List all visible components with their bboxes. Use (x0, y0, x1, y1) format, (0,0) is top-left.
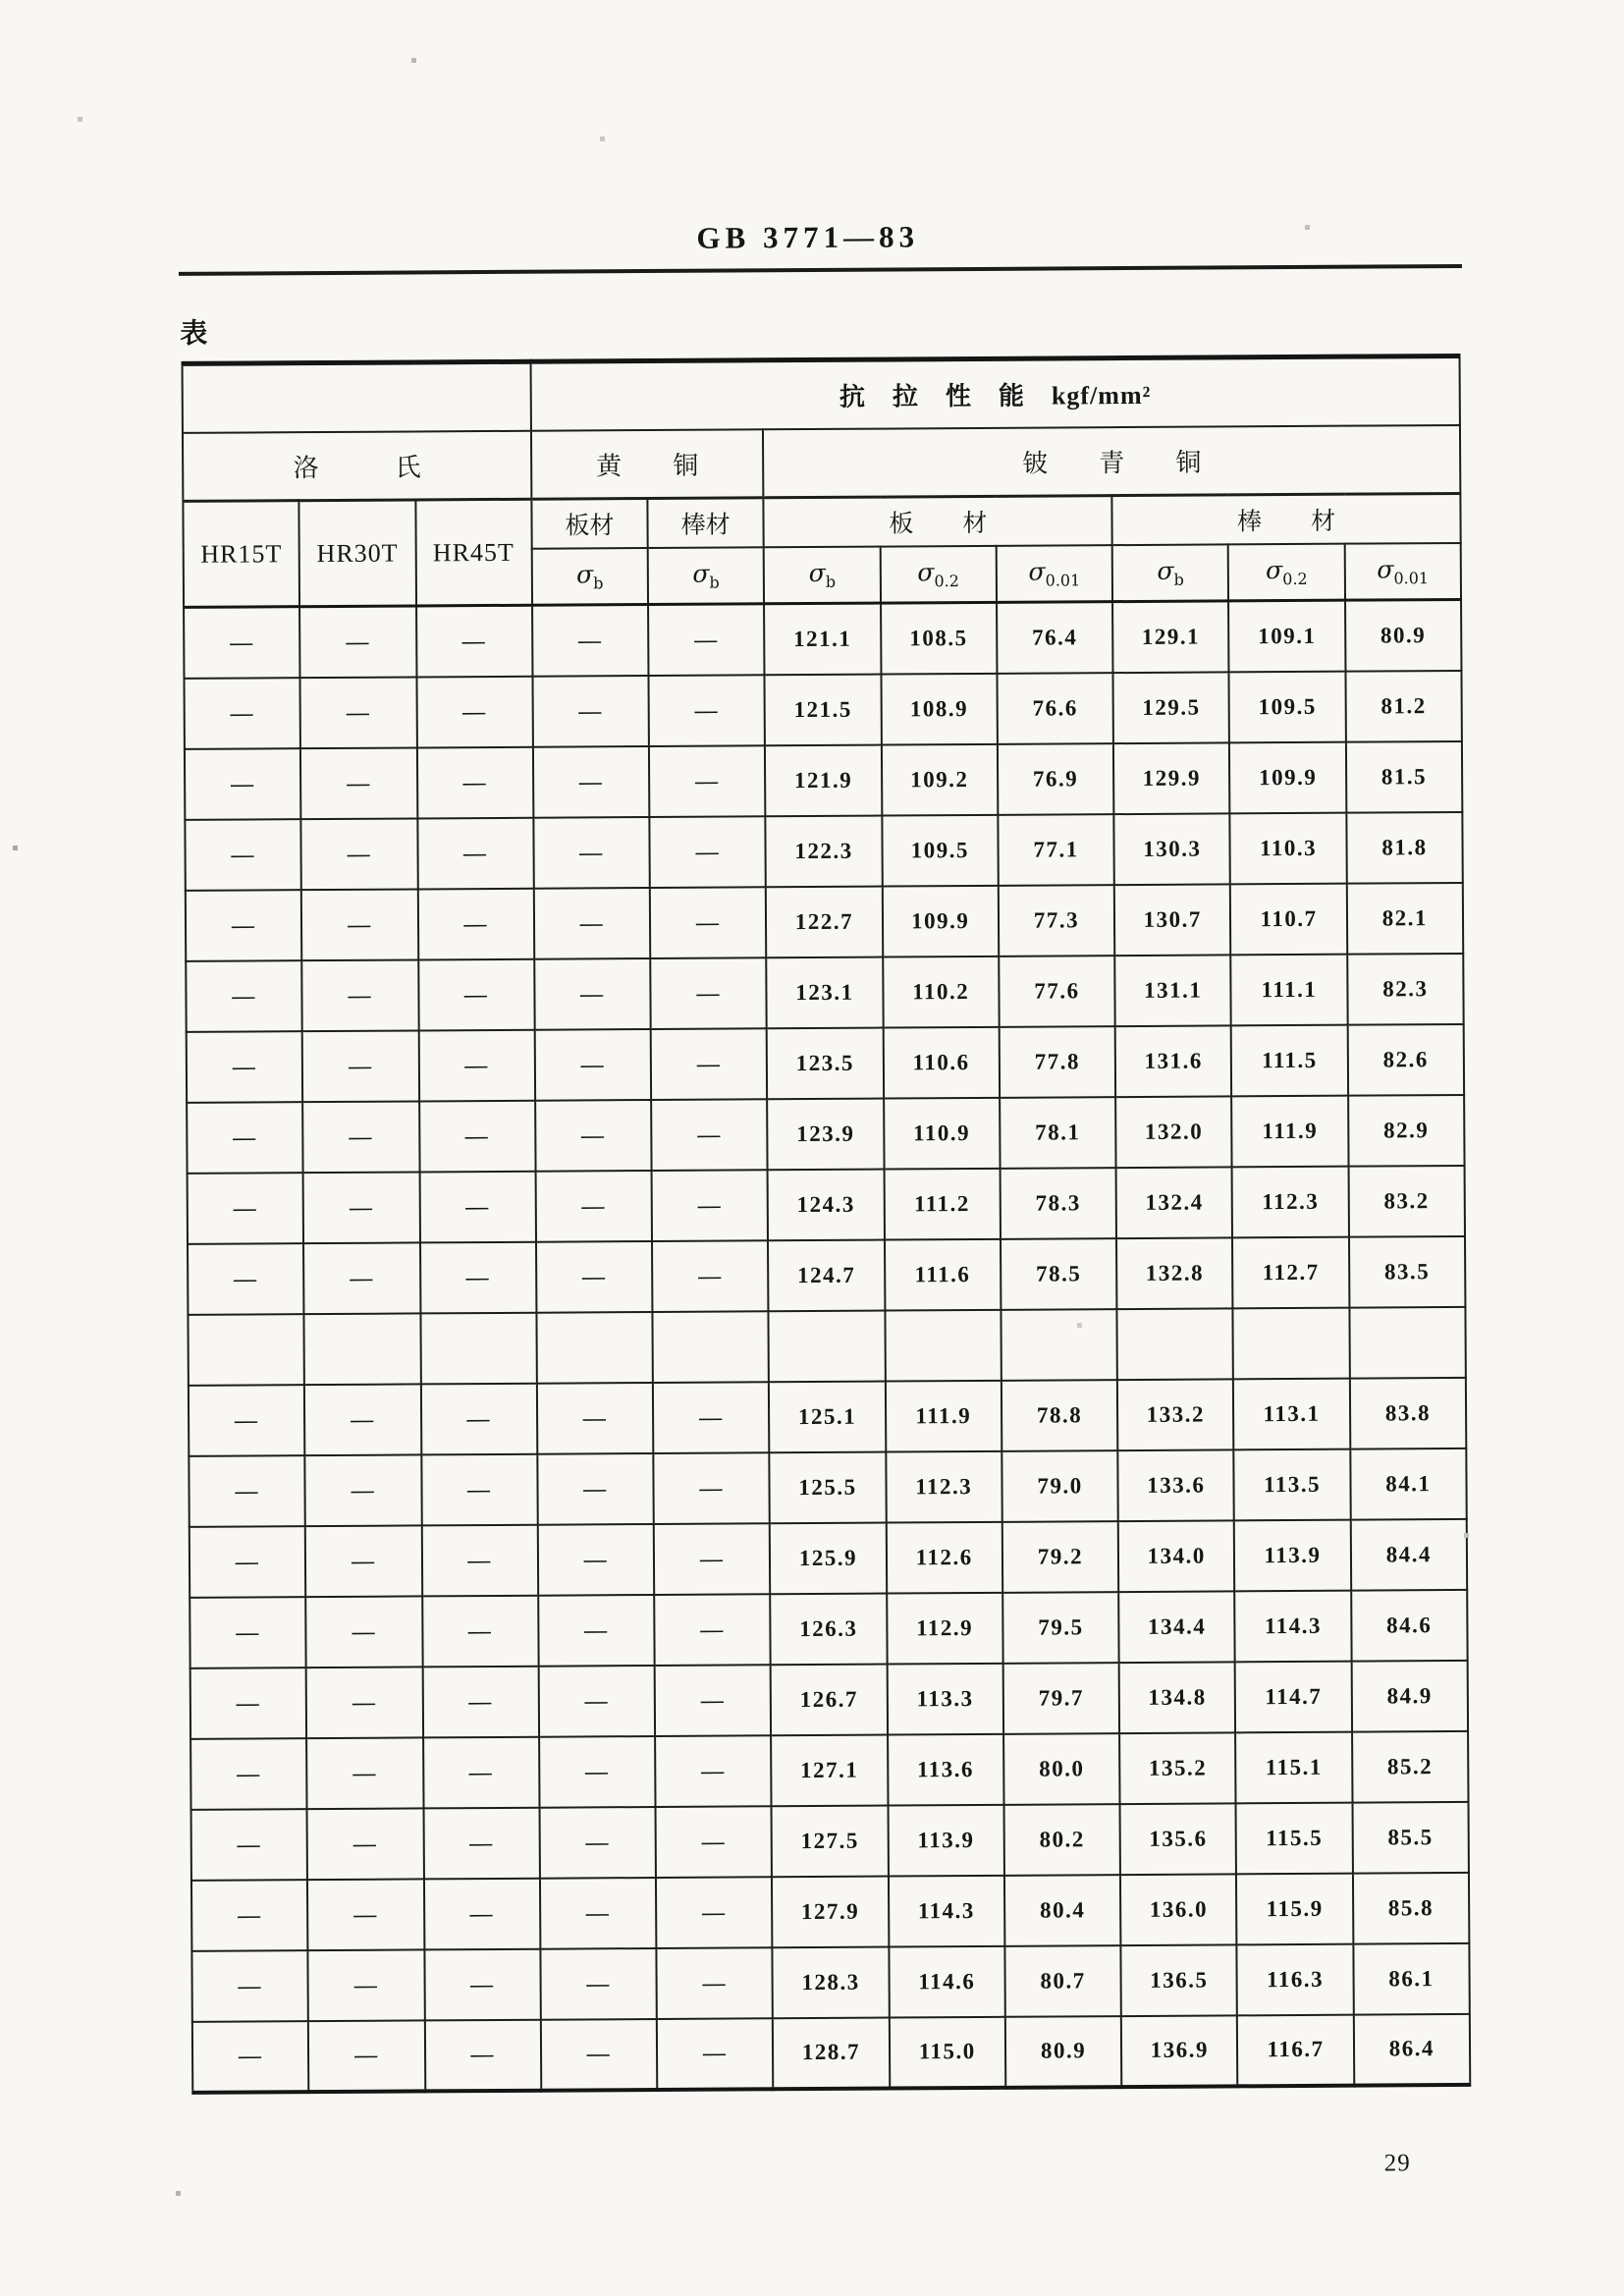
table-cell: 85.8 (1353, 1872, 1470, 1943)
table-row (192, 2013, 1470, 2092)
table-row (186, 953, 1463, 1031)
table-cell (304, 1313, 421, 1385)
table-cell: 111.5 (1231, 1024, 1348, 1096)
header-row-materials (183, 493, 1460, 550)
table-cell (188, 1314, 304, 1386)
table-cell: — (189, 1385, 305, 1456)
table-cell: — (188, 1173, 304, 1244)
table-cell (885, 1309, 1001, 1381)
table-cell: 134.4 (1118, 1591, 1235, 1663)
header-sigma-b-brass-bar: $\sigma_b$ (648, 547, 765, 605)
table-cell: — (417, 817, 534, 889)
table-cell: — (185, 748, 301, 820)
table-cell: 79.7 (1002, 1663, 1119, 1734)
header-beryllium-bronze: 铍 青 铜 (763, 424, 1460, 497)
table-cell: 113.9 (1234, 1519, 1351, 1591)
table-cell: 113.3 (887, 1663, 1003, 1734)
table-row (189, 1589, 1467, 1667)
table-cell: 80.7 (1004, 1945, 1121, 2017)
table-cell: 80.4 (1004, 1875, 1121, 1946)
table-cell: 126.3 (771, 1593, 888, 1665)
table-cell: — (308, 2020, 425, 2092)
table-cell: 115.0 (889, 2016, 1005, 2088)
table-row (185, 740, 1462, 819)
table-cell: 125.5 (770, 1451, 887, 1523)
table-cell (420, 1312, 537, 1384)
table-cell: 132.8 (1116, 1237, 1233, 1309)
table-cell: 111.6 (885, 1238, 1001, 1310)
table-cell: — (189, 1597, 306, 1668)
table-cell: — (534, 888, 651, 959)
table-cell: — (535, 1171, 652, 1242)
table-cell: — (655, 1665, 772, 1736)
table-cell: — (187, 1102, 303, 1174)
table-cell: — (539, 1806, 656, 1878)
table-cell: — (421, 1524, 538, 1596)
table-cell: 110.3 (1230, 812, 1347, 884)
table-cell: — (536, 1241, 653, 1313)
table-cell: 121.5 (765, 674, 882, 745)
table-cell: — (416, 746, 533, 818)
table-cell: — (302, 959, 419, 1031)
table-cell: 121.1 (764, 603, 881, 675)
table-cell: — (423, 1736, 540, 1808)
table-cell: 126.7 (771, 1664, 888, 1735)
table-row (191, 1942, 1469, 2021)
table-cell: 84.1 (1350, 1448, 1467, 1519)
table-cell (1233, 1307, 1350, 1379)
page-number: 29 (1383, 2150, 1411, 2177)
table-cell: — (302, 1101, 419, 1173)
table-cell: 134.0 (1118, 1520, 1235, 1592)
table-cell: — (419, 1100, 536, 1172)
table-cell: 114.6 (889, 1945, 1005, 2017)
table-cell: — (304, 1384, 421, 1455)
table-cell: 123.9 (767, 1098, 884, 1170)
table-cell: 112.7 (1232, 1236, 1349, 1308)
table-cell (769, 1310, 886, 1382)
table-row (189, 1377, 1466, 1455)
table-row (185, 811, 1462, 890)
table-cell: 110.2 (883, 956, 1000, 1027)
table-cell: — (657, 2018, 774, 2090)
table-cell: — (184, 607, 300, 679)
table-cell: 129.5 (1113, 672, 1230, 743)
table-cell: 132.4 (1116, 1167, 1233, 1238)
table-cell: 128.3 (773, 1946, 890, 2018)
header-sigma-b-bronze-sheet: $\sigma_b$ (764, 546, 881, 604)
table-cell: 114.3 (1235, 1590, 1352, 1662)
table-cell: — (189, 1455, 305, 1527)
table-cell: — (537, 1382, 654, 1453)
table-cell: 86.1 (1353, 1942, 1470, 2014)
table-cell: — (652, 1240, 769, 1312)
table-cell: 123.5 (767, 1027, 884, 1099)
table-cell: — (653, 1452, 770, 1524)
table-cell: — (306, 1737, 423, 1809)
table-cell: 113.6 (888, 1733, 1004, 1805)
table-cell: — (419, 1171, 536, 1242)
table-cell: 108.5 (881, 602, 998, 674)
table-body (184, 599, 1470, 2092)
table-cell (1117, 1308, 1234, 1380)
table-cell: 114.3 (889, 1875, 1005, 1946)
table-cell: — (654, 1594, 771, 1666)
table-cell: 83.2 (1348, 1165, 1465, 1236)
table-cell: 116.3 (1237, 1943, 1354, 2015)
table-cell: 83.8 (1350, 1377, 1467, 1449)
table-cell: 77.1 (998, 814, 1114, 886)
table-cell: 112.3 (886, 1450, 1002, 1522)
table-cell: — (424, 1948, 541, 2020)
table-cell: — (418, 1029, 535, 1101)
table-cell: 77.3 (999, 885, 1115, 957)
table-cell: 122.7 (766, 886, 883, 957)
table-cell: — (422, 1666, 539, 1737)
table-cell: — (538, 1594, 655, 1666)
table-cell: 116.7 (1237, 2014, 1354, 2086)
header-sigma-02-bronze-bar: $\sigma_{0.2}$ (1228, 543, 1345, 601)
table-cell: 85.5 (1352, 1801, 1469, 1873)
table-cell: — (303, 1172, 420, 1243)
table-cell: — (651, 1028, 768, 1100)
header-bronze-sheet: 板 材 (764, 496, 1112, 547)
table-cell: 82.9 (1348, 1094, 1465, 1166)
table-cell: — (534, 1029, 651, 1101)
header-sigma-b-brass-sheet: $\sigma_b$ (531, 548, 648, 606)
table-row (184, 599, 1461, 678)
table-row (188, 1306, 1465, 1385)
table-cell: — (650, 957, 767, 1029)
table-cell: 81.8 (1346, 811, 1463, 883)
table-cell: 83.5 (1349, 1235, 1466, 1307)
table-cell: 79.5 (1002, 1592, 1119, 1664)
table-cell: 115.5 (1236, 1802, 1353, 1874)
table-cell: — (305, 1525, 422, 1597)
table-cell: 78.5 (1001, 1238, 1117, 1310)
table-cell: 134.8 (1119, 1662, 1236, 1733)
header-brass-sheet: 板材 (531, 499, 648, 549)
table-cell: 121.9 (765, 744, 882, 816)
table-cell: — (656, 1947, 773, 2019)
table-cell: — (303, 1242, 420, 1314)
table-row (187, 1023, 1464, 1102)
table-cell: 80.0 (1003, 1733, 1120, 1805)
table-cell: 81.2 (1345, 670, 1462, 741)
table-cell: 123.1 (767, 957, 884, 1028)
table-cell: — (301, 889, 418, 960)
table-cell: 109.9 (1229, 741, 1346, 813)
table-cell: 80.9 (1005, 2016, 1122, 2088)
table-cell: — (656, 1877, 773, 1948)
table-cell: — (538, 1523, 655, 1595)
header-sigma-02-bronze-sheet: $\sigma_{0.2}$ (880, 545, 997, 603)
table-cell: 131.1 (1114, 955, 1231, 1026)
table-cell: 110.9 (884, 1097, 1001, 1169)
table-cell: 124.7 (768, 1239, 885, 1311)
table-cell: — (418, 958, 535, 1030)
title-rule (179, 264, 1462, 276)
table-cell: 84.4 (1350, 1518, 1467, 1590)
table-cell: 109.9 (882, 885, 999, 957)
header-sigma-001-bronze-sheet: $\sigma_{0.01}$ (997, 545, 1113, 603)
table-cell: 112.3 (1232, 1166, 1349, 1237)
table-cell: — (302, 1030, 419, 1102)
table-row (187, 1094, 1464, 1173)
table-cell: 114.7 (1235, 1661, 1352, 1732)
table-cell: 86.4 (1353, 2013, 1470, 2085)
header-row-units (183, 355, 1460, 432)
table-cell: — (422, 1595, 539, 1667)
table-cell: — (186, 960, 302, 1032)
table-cell: 109.5 (882, 814, 999, 886)
table-cell: — (416, 676, 533, 747)
table-cell: — (417, 888, 534, 959)
header-hr30t: HR30T (299, 500, 416, 607)
table-cell: 85.2 (1352, 1730, 1469, 1802)
table-cell: 78.1 (1000, 1097, 1116, 1169)
table-row (186, 882, 1463, 960)
table-cell: 109.1 (1228, 600, 1345, 672)
table-cell: 112.9 (887, 1592, 1003, 1664)
table-cell: 77.8 (1000, 1026, 1116, 1098)
table-cell: — (188, 1243, 304, 1315)
table-cell: 111.1 (1231, 954, 1348, 1025)
header-rockwell: 洛 氏 (183, 430, 531, 501)
table-cell: — (187, 1031, 303, 1103)
header-row-groups (183, 424, 1460, 501)
header-blank-cell (183, 361, 531, 432)
table-cell: — (307, 1879, 424, 1950)
table-cell: — (654, 1523, 771, 1595)
table-cell: 130.7 (1114, 884, 1231, 956)
table-cell: 81.5 (1346, 740, 1463, 812)
table-cell: 130.3 (1113, 813, 1230, 885)
table-cell: — (299, 606, 416, 678)
table-cell: 125.9 (770, 1522, 887, 1594)
table-row (190, 1660, 1468, 1738)
table-cell: — (532, 605, 649, 677)
table-cell: — (190, 1667, 307, 1739)
table-row (188, 1165, 1465, 1243)
table-cell: — (186, 890, 302, 961)
table-cell: 132.0 (1115, 1096, 1232, 1168)
table-row (191, 1872, 1469, 1950)
table-cell: — (538, 1665, 655, 1736)
table-cell: 111.2 (884, 1168, 1001, 1239)
table-cell: 115.9 (1236, 1873, 1353, 1944)
table-cell: — (533, 817, 650, 889)
header-tensile-properties: 抗 拉 性 能 kgf/mm² (530, 355, 1460, 430)
table-cell: 127.9 (772, 1876, 889, 1947)
table-row (189, 1518, 1467, 1597)
table-cell: — (649, 675, 766, 746)
table-cell: — (421, 1453, 538, 1525)
table-cell: 82.1 (1346, 882, 1463, 954)
table-cell: 136.0 (1120, 1874, 1237, 1945)
table-cell: — (537, 1452, 654, 1524)
table-cell: — (424, 2019, 541, 2091)
table-row (191, 1801, 1469, 1880)
table-cell: — (420, 1241, 537, 1313)
table-cell: — (184, 678, 300, 749)
table-cell: — (185, 819, 301, 891)
table-cell: 133.2 (1117, 1379, 1234, 1450)
table-cell: — (191, 1880, 308, 1951)
table-cell: — (191, 1950, 308, 2022)
table-cell: 110.7 (1230, 883, 1347, 955)
table-cell (1349, 1306, 1466, 1378)
table-cell: 78.8 (1001, 1380, 1118, 1451)
table-cell: 113.5 (1234, 1449, 1351, 1520)
table-cell: — (539, 1735, 656, 1807)
table-cell: — (656, 1806, 773, 1878)
table-cell: 136.5 (1121, 1944, 1238, 2016)
header-bronze-bar: 棒 材 (1112, 493, 1461, 544)
table-cell: — (190, 1738, 307, 1810)
table-cell: 113.1 (1233, 1378, 1350, 1449)
table-cell: — (651, 1099, 768, 1171)
header-brass-bar: 棒材 (647, 498, 764, 548)
table-cell: 111.9 (1232, 1095, 1349, 1167)
table-cell: 109.2 (882, 743, 999, 815)
header-brass: 黄 铜 (531, 429, 764, 499)
table-cell: 79.0 (1001, 1450, 1118, 1522)
table-cell: 113.9 (888, 1804, 1004, 1876)
table-cell: — (307, 1808, 424, 1880)
table-cell: 135.2 (1119, 1732, 1236, 1804)
table-cell: 80.2 (1003, 1804, 1120, 1876)
table-cell: 135.6 (1120, 1803, 1237, 1875)
table-cell: — (541, 2018, 658, 2090)
table-row (189, 1448, 1466, 1526)
table-cell: — (540, 1877, 657, 1948)
table-cell: 129.1 (1112, 601, 1229, 673)
table-cell: — (416, 605, 533, 677)
table-cell: 109.5 (1229, 671, 1346, 742)
table-cell (1001, 1309, 1117, 1381)
table-cell: — (540, 1947, 657, 2019)
table-cell: 110.6 (883, 1026, 1000, 1098)
table-cell: — (533, 746, 650, 818)
table-cell: 133.6 (1117, 1449, 1234, 1521)
table-cell: — (653, 1382, 770, 1453)
table-cell: — (189, 1526, 306, 1598)
table-cell: — (423, 1878, 540, 1949)
table-cell (653, 1311, 770, 1383)
header-sigma-001-bronze-bar: $\sigma_{0.01}$ (1344, 542, 1461, 600)
table-cell: 127.5 (772, 1805, 889, 1877)
table-cell: 82.6 (1347, 1023, 1464, 1095)
header-hr45t: HR45T (415, 499, 532, 606)
table-cell: 84.6 (1351, 1589, 1468, 1661)
table-cell: — (300, 747, 417, 819)
table-cell: — (305, 1454, 422, 1526)
table-cell: 76.9 (998, 743, 1114, 815)
table-cell: 77.6 (999, 956, 1115, 1027)
table-cell: — (308, 1949, 425, 2021)
hardness-tensile-conversion-table (182, 354, 1472, 2094)
table-cell: — (192, 2021, 309, 2093)
table-cell: 80.9 (1345, 599, 1462, 671)
table-cell: 131.6 (1115, 1025, 1232, 1097)
table-cell: 82.3 (1347, 953, 1464, 1024)
table-cell: — (650, 887, 767, 958)
table-cell: — (648, 604, 765, 676)
table-cell: 111.9 (885, 1380, 1001, 1451)
doc-code: GB 3771—83 (696, 219, 920, 255)
table-cell: — (649, 745, 766, 817)
table-cell: 76.4 (997, 602, 1113, 674)
table-label: 表 (180, 318, 208, 350)
table-cell: 124.3 (768, 1169, 885, 1240)
table-cell: 76.6 (997, 673, 1113, 744)
table-cell: 136.9 (1121, 2015, 1238, 2087)
table-cell: — (534, 958, 651, 1030)
table-cell: — (535, 1100, 652, 1172)
table-cell: 112.6 (886, 1521, 1002, 1593)
table-row (190, 1730, 1468, 1809)
table-cell: 125.1 (769, 1381, 886, 1452)
table-cell: 122.3 (766, 815, 883, 887)
table-cell (536, 1312, 653, 1384)
table-cell: 128.7 (773, 2017, 890, 2089)
table-cell: 115.1 (1235, 1731, 1352, 1803)
table-cell: 79.2 (1002, 1521, 1119, 1593)
table-cell: — (306, 1667, 423, 1738)
table-cell: — (300, 677, 417, 748)
table-cell: — (532, 676, 649, 747)
table-cell: — (652, 1170, 769, 1241)
table-cell: 129.9 (1113, 742, 1230, 814)
table-cell: — (191, 1809, 308, 1881)
table-cell: — (305, 1596, 422, 1667)
table-cell: — (655, 1735, 772, 1807)
table-cell: 78.3 (1000, 1168, 1116, 1239)
header-hr15t: HR15T (183, 501, 299, 608)
table-cell: 108.9 (881, 673, 998, 744)
table-cell: — (423, 1807, 540, 1879)
table-cell: — (649, 816, 766, 888)
table-row (184, 670, 1461, 748)
header-sigma-b-bronze-bar: $\sigma_b$ (1112, 544, 1229, 602)
table-cell: 127.1 (771, 1734, 888, 1806)
table-row (188, 1235, 1465, 1314)
table-cell: — (301, 818, 418, 890)
table-cell: 84.9 (1351, 1660, 1468, 1731)
table-cell: — (420, 1383, 537, 1454)
